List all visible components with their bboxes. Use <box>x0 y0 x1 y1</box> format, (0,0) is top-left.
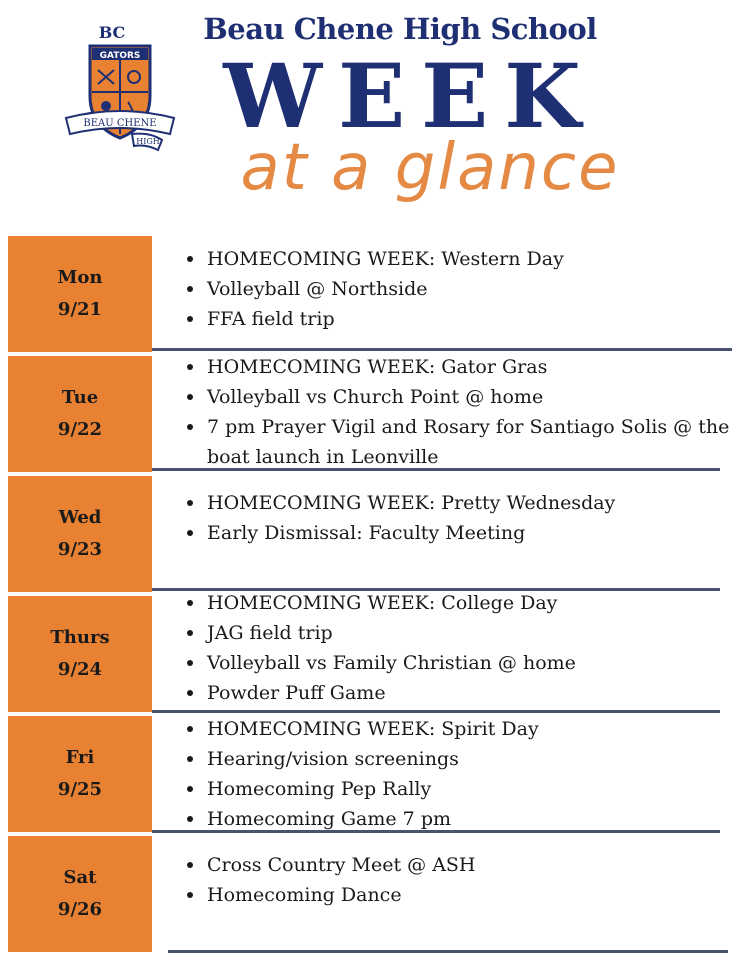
day-box <box>8 596 152 712</box>
event-list <box>185 488 740 548</box>
event-item: HOMECOMING WEEK: Pretty Wednesday <box>185 488 740 518</box>
day-name: Mon <box>57 267 103 288</box>
event-item: JAG field trip <box>185 618 740 648</box>
event-list <box>185 850 740 910</box>
event-item: HOMECOMING WEEK: Western Day <box>185 244 740 274</box>
event-item: 7 pm Prayer Vigil and Rosary for Santiago Solis @ the boat launch in Leonville <box>185 412 740 472</box>
day-row-sat <box>0 836 750 952</box>
day-name: Thurs <box>50 627 110 648</box>
day-date: 9/24 <box>57 659 103 680</box>
event-item: Volleyball @ Northside <box>185 274 740 304</box>
day-name: Sat <box>63 867 97 888</box>
event-item: HOMECOMING WEEK: Spirit Day <box>185 714 740 744</box>
school-name: Beau Chene High School <box>203 12 597 46</box>
day-row-wed <box>0 476 750 592</box>
event-item: HOMECOMING WEEK: Gator Gras <box>185 352 740 382</box>
row-divider <box>152 348 732 351</box>
logo-banner: GATORS <box>99 51 141 61</box>
day-name: Fri <box>65 747 95 768</box>
event-item: Early Dismissal: Faculty Meeting <box>185 518 740 548</box>
row-divider <box>168 950 728 953</box>
day-name: Wed <box>58 507 102 528</box>
event-item: Hearing/vision screenings <box>185 744 740 774</box>
event-item: FFA field trip <box>185 304 740 334</box>
event-item: Homecoming Pep Rally <box>185 774 740 804</box>
day-name: Tue <box>61 387 99 408</box>
day-date: 9/21 <box>57 299 103 320</box>
event-item: HOMECOMING WEEK: College Day <box>185 588 740 618</box>
row-divider <box>152 710 720 713</box>
day-date: 9/22 <box>57 419 103 440</box>
day-row-fri <box>0 716 750 832</box>
event-item: Cross Country Meet @ ASH <box>185 850 740 880</box>
day-box <box>8 476 152 592</box>
day-box <box>8 836 152 952</box>
event-item: Homecoming Dance <box>185 880 740 910</box>
event-item: Powder Puff Game <box>185 678 740 708</box>
school-logo <box>62 22 178 152</box>
day-date: 9/25 <box>57 779 103 800</box>
day-row-thurs <box>0 592 750 712</box>
event-list <box>185 244 740 334</box>
day-box <box>8 356 152 472</box>
at-a-glance-subtitle: at a glance <box>240 131 620 205</box>
day-date: 9/23 <box>57 539 103 560</box>
event-list <box>185 588 740 708</box>
day-date: 9/26 <box>57 899 103 920</box>
logo-monogram: BC <box>98 23 126 42</box>
row-divider <box>152 468 720 471</box>
logo-ribbon-bottom: HIGH <box>136 137 160 146</box>
event-item: Homecoming Game 7 pm <box>185 804 740 834</box>
row-divider <box>152 830 720 833</box>
logo-ribbon-top: BEAU CHENE <box>83 118 157 129</box>
day-box <box>8 236 152 352</box>
event-list <box>185 714 740 834</box>
event-item: Volleyball vs Family Christian @ home <box>185 648 740 678</box>
event-item: Volleyball vs Church Point @ home <box>185 382 740 412</box>
day-box <box>8 716 152 832</box>
day-row-mon <box>0 236 750 352</box>
event-list <box>185 352 740 472</box>
week-title: WEEK <box>223 44 597 148</box>
day-row-tue <box>0 356 750 472</box>
